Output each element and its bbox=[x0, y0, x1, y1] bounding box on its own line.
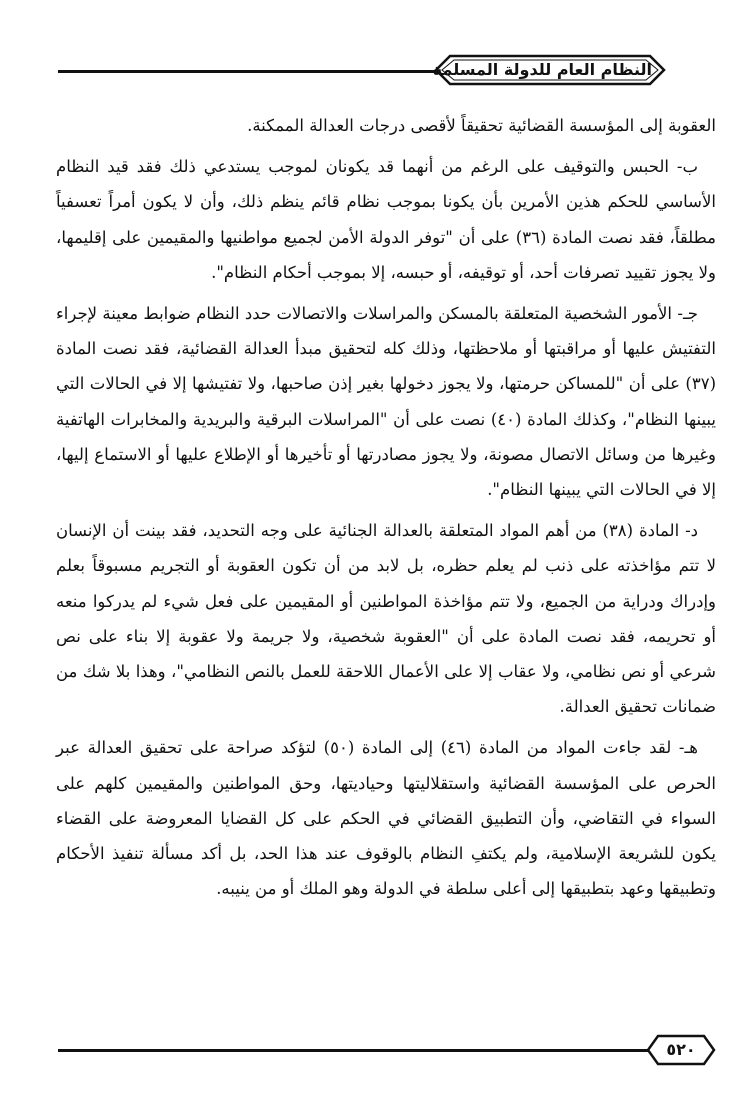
paragraph-jeem: جـ- الأمور الشخصية المتعلقة بالمسكن والمراسلات والاتصالات حدد النظام ضوابط معينة لإجراء التفتيش عليها أو مراقبتها أو ملاحظتها، وذلك كله لتحقيق مبدأ العدالة القضائية، فقد نصت المادة (٣٧) على أن "للمساكن حرمتها، ولا يجوز دخولها بغير إذن صاحبها، ولا تفتيشها إلا في الحالات التي يبينها النظام"، وكذلك المادة (٤٠) نصت على أن "المراسلات البرقية والبريدية والمخابرات الهاتفية وغيرها من وسائل الاتصال مصونة، ولا يجوز مصادرتها أو تأخيرها أو الإطلاع عليها أو الاستماع إليها، إلا في الحالات التي يبينها النظام". bbox=[56, 304, 716, 500]
paragraph-b: ب- الحبس والتوقيف على الرغم من أنهما قد يكونان لموجب يستدعي ذلك فقد قيد النظام الأساسي للحكم هذين الأمرين بأن يكونا بموجب نظام قائم ينظم ذلك، وأن لا يكون أمراً تعسفياً مطلقاً، فقد نصت المادة (٣٦) على أن "توفر الدولة الأمن لجميع مواطنيها والمقيمين على إقليمها، ولا يجوز تقييد تصرفات أحد، أو توقيفه، أو حبسه، إلا بموجب أحكام النظام". bbox=[56, 157, 717, 282]
page-number: ٥٢٠ bbox=[666, 1040, 696, 1059]
running-header bbox=[0, 0, 752, 100]
paragraph-dal: د- المادة (٣٨) من أهم المواد المتعلقة بالعدالة الجنائية على وجه التحديد، فقد بينت أن الإنسان لا تتم مؤاخذته على ذنب لم يعلم حظره، بل لابد من أن تكون العقوبة أو التجريم مسبوقاً بعلم وإدراك ودراية من الجميع، ولا تتم مؤاخذة المواطنين أو المقيمين على فعل شيء لم يدركوا منعه أو تحريمه، فقد نصت المادة على أن "العقوبة شخصية، ولا جريمة ولا عقوبة إلا بناء على نص شرعي أو نص نظامي، ولا عقاب إلا على الأعمال اللاحقة للعمل بالنص النظامي"، وهذا بلا شك من ضمانات تحقيق العدالة. bbox=[56, 521, 717, 717]
header-title-frame bbox=[432, 52, 668, 88]
paragraph-continuation: العقوبة إلى المؤسسة القضائية تحقيقاً لأقصى درجات العدالة الممكنة. bbox=[247, 116, 716, 135]
paragraph-ha: هـ- لقد جاءت المواد من المادة (٤٦) إلى المادة (٥٠) لتؤكد صراحة على تحقيق العدالة عبر الحرص على المؤسسة القضائية واستقلاليتها وحياديتها، وحق المواطنين والمقيمين كلهم على السواء في التقاضي، وأن التطبيق القضائي في الحكم على كل القضايا المعروضة على القضاء يكون للشريعة الإسلامية، ولم يكتفِ النظام بالوقوف عند هذا الحد، بل أكد مسألة تنفيذ الأحكام وتطبيقها وعهد بتطبيقها إلى أعلى سلطة في الدولة وهو الملك أو من ينيبه. bbox=[56, 738, 716, 899]
header-rule bbox=[58, 70, 448, 73]
page-number-frame bbox=[644, 1032, 718, 1068]
page-footer bbox=[0, 1020, 752, 1080]
running-header-title: النظام العام للدولة المسلمة bbox=[432, 60, 652, 79]
footer-rule bbox=[58, 1049, 650, 1052]
page-body bbox=[56, 108, 716, 1008]
